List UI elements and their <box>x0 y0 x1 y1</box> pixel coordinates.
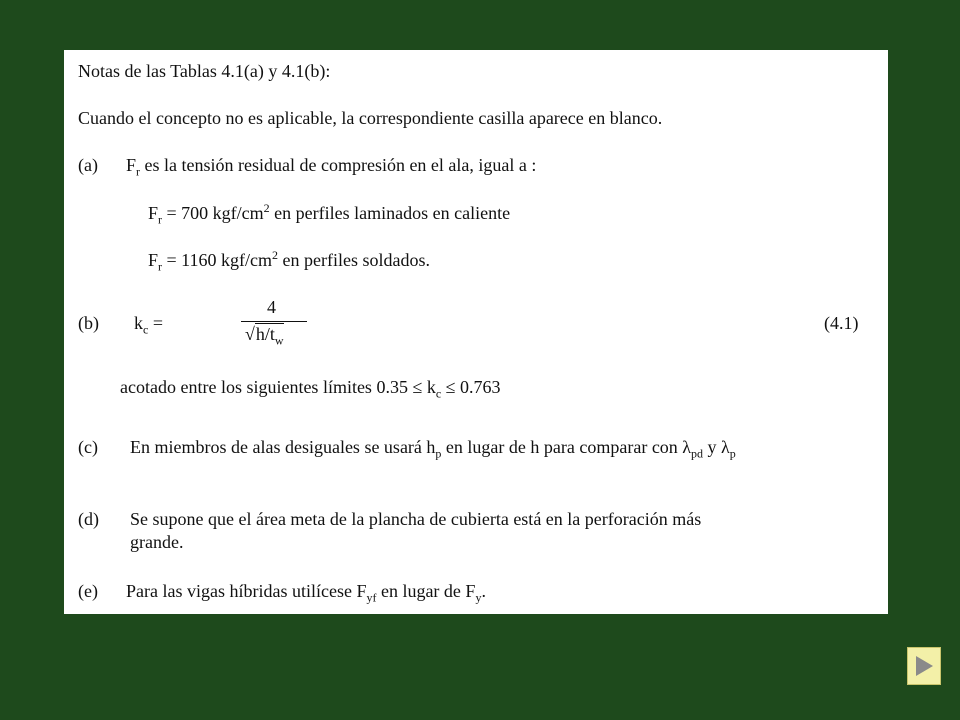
note-d-line1: Se supone que el área meta de la plancha de cubierta está en la perforación más <box>130 509 702 529</box>
play-triangle-icon <box>914 655 934 677</box>
kc-bounds: acotado entre los siguientes límites $0.35 \le k_c \le 0.763$ <box>120 377 501 401</box>
notes-panel <box>64 50 888 614</box>
note-e-label: (e) <box>78 581 98 601</box>
equation-number: (4.1) <box>824 313 859 333</box>
intro-text: Cuando el concepto no es aplicable, la correspondiente casilla aparece en blanco. <box>78 108 663 128</box>
note-d-line2: grande. <box>130 532 184 552</box>
notes-title: Notas de las Tablas 4.1(a) y 4.1(b): <box>78 61 331 81</box>
note-c-text: En miembros de alas desiguales se usará $h_p$ en lugar de h para comparar con $\lambda_{pd}$ y $\lambda_p$ <box>130 437 736 461</box>
fraction-numerator: 4 <box>267 297 276 317</box>
next-slide-button[interactable] <box>907 647 941 685</box>
note-a-text: $F_r$ es la tensión residual de compresión en el ala, igual a : <box>126 155 537 179</box>
kc-symbol: $k_c$ = <box>134 313 163 337</box>
note-a-label: (a) <box>78 155 98 175</box>
note-e-text: Para las vigas híbridas utilícese $F_{yf}$ en lugar de $F_y$. <box>126 581 486 605</box>
note-a-line1: $F_r = 700$ kgf/$cm^2$ en perfiles laminados en caliente <box>148 201 511 227</box>
note-c-label: (c) <box>78 437 98 457</box>
fraction-denominator: $√h/t_w$ <box>245 324 284 348</box>
fraction-bar <box>241 321 307 322</box>
note-d-label: (d) <box>78 509 99 529</box>
note-b-label: (b) <box>78 313 99 333</box>
note-a-line2: $F_r = 1160$ kgf/$cm^2$ en perfiles soldados. <box>148 248 430 274</box>
kc-fraction <box>239 297 309 357</box>
